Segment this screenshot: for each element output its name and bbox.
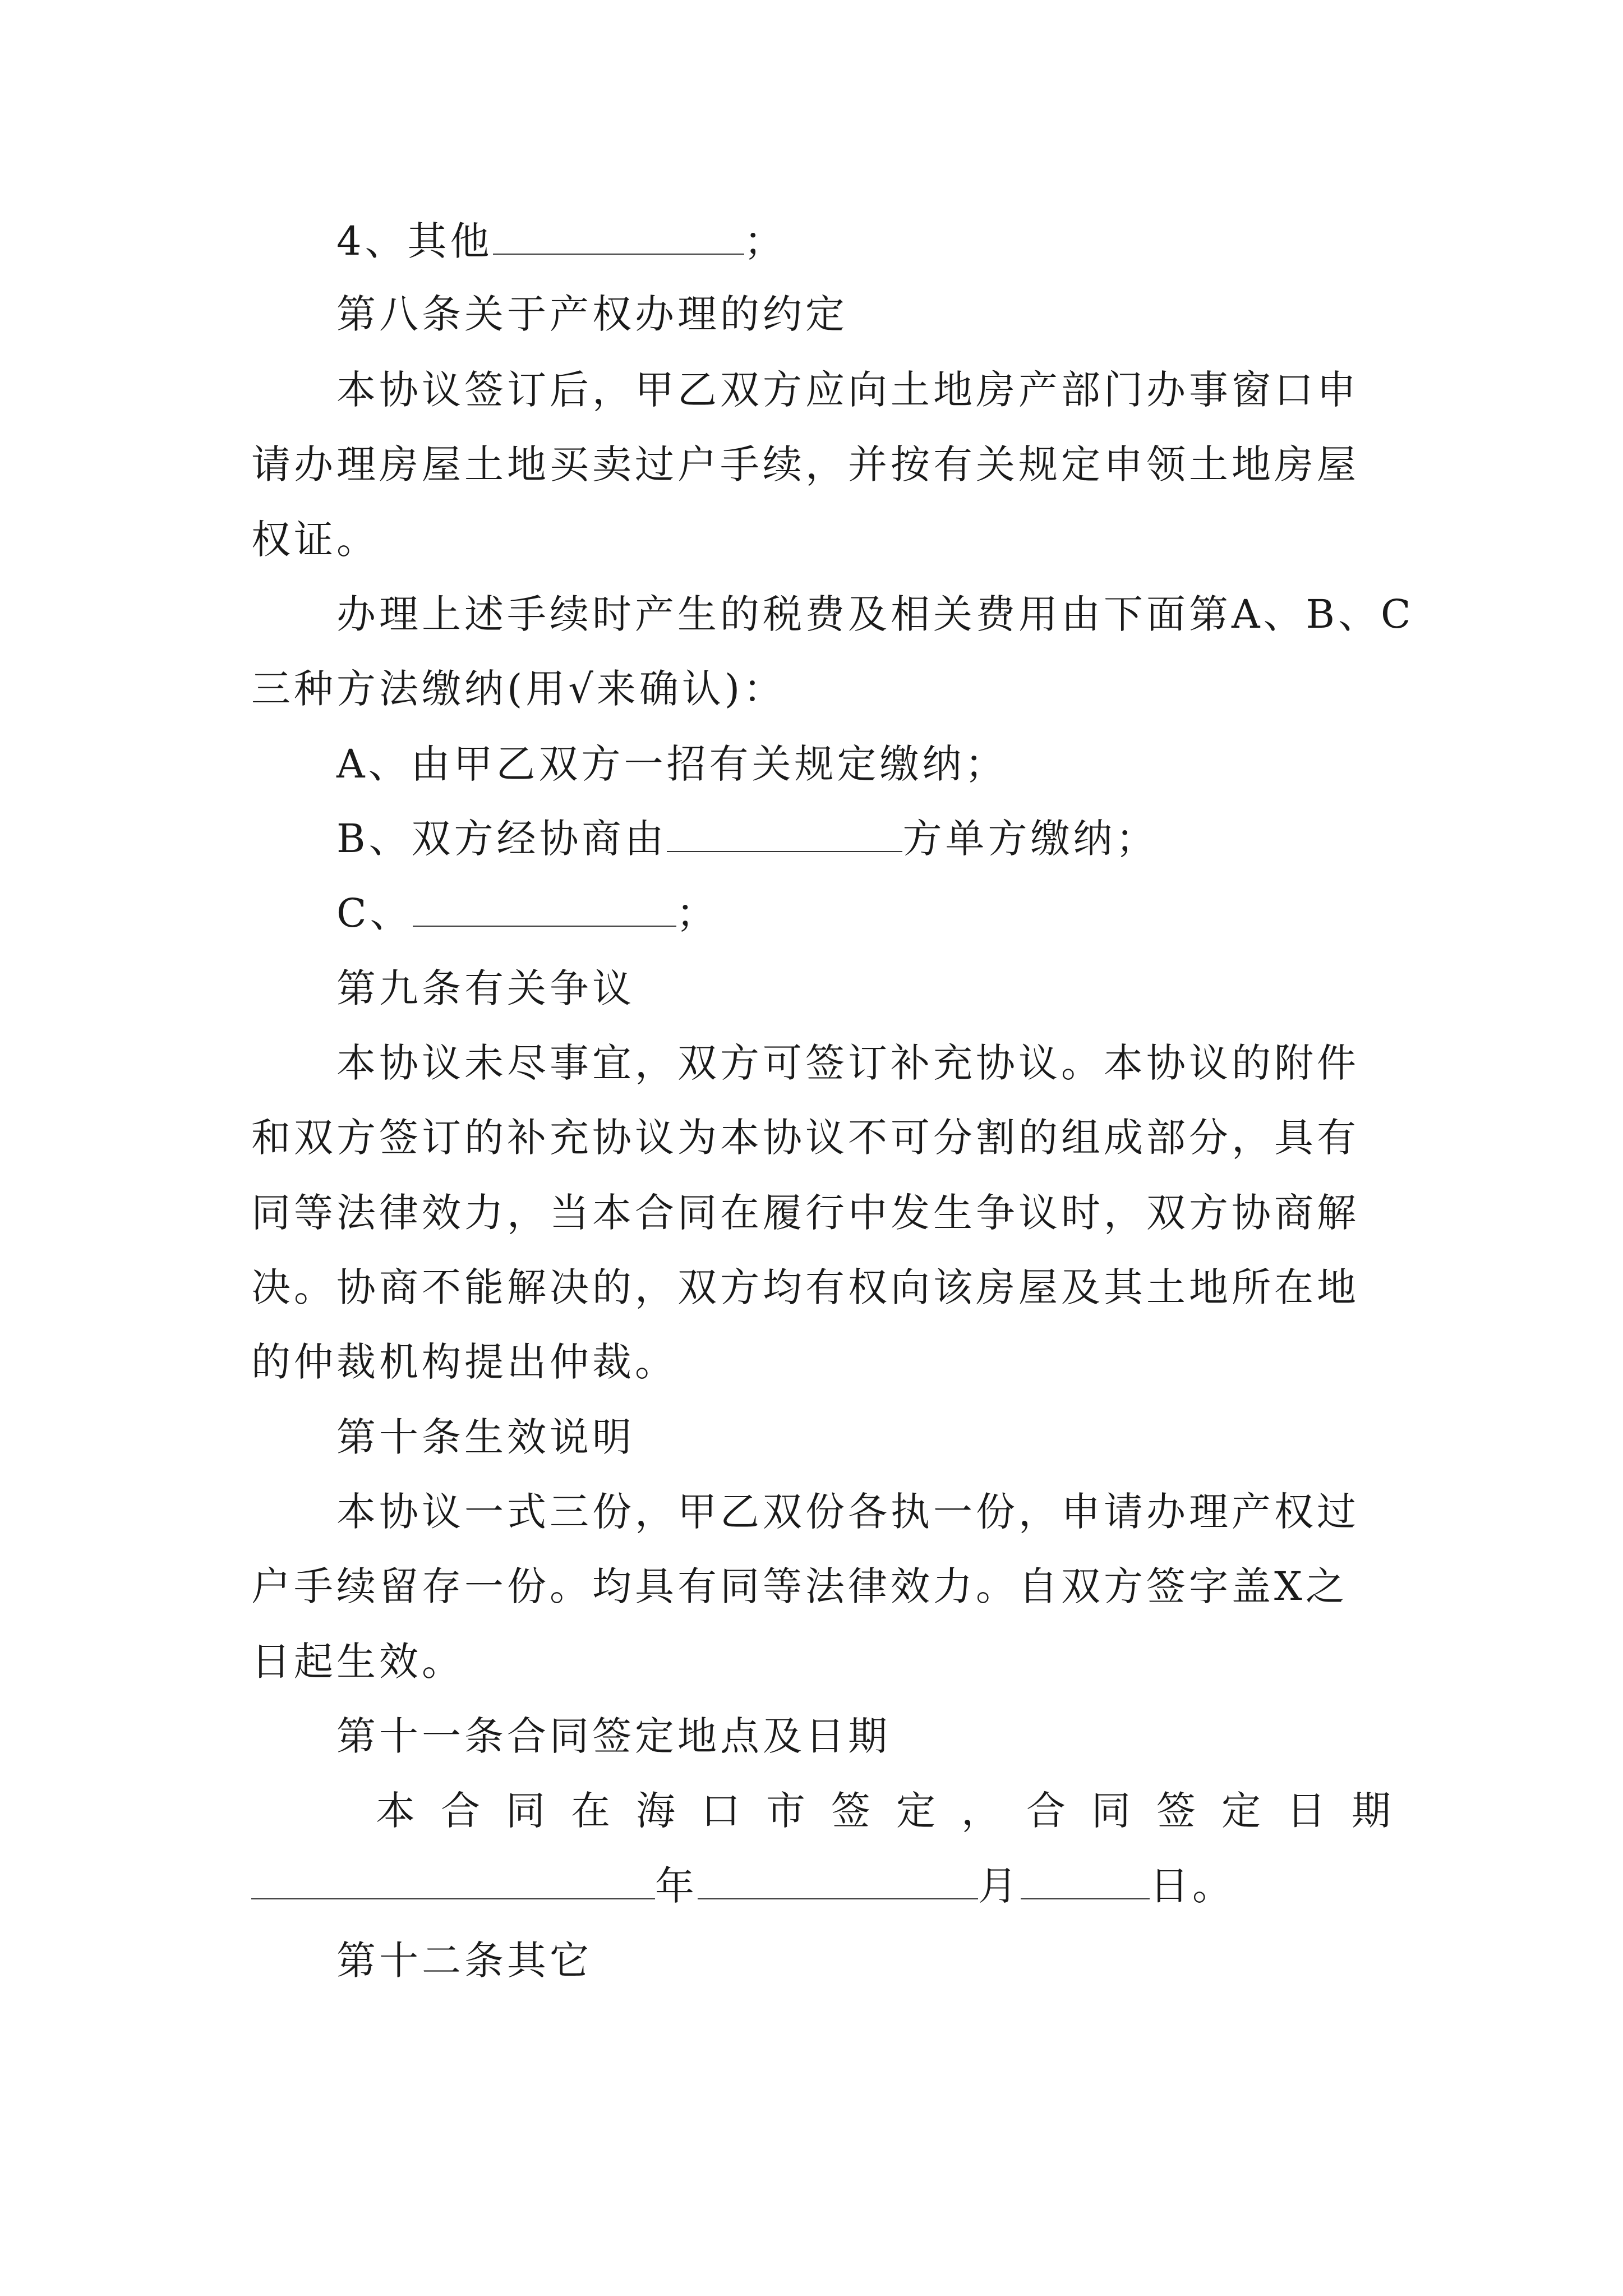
day-blank bbox=[1021, 1864, 1150, 1899]
paragraph-line: 本协议未尽事宜，双方可签订补充协议。本协议的附件 bbox=[336, 1040, 1359, 1086]
option-b-tail: 方单方缴纳； bbox=[902, 816, 1159, 862]
punctuation: ； bbox=[676, 890, 719, 936]
paragraph-line: 本协议签订后，甲乙双方应向土地房产部门办事窗口申 bbox=[336, 367, 1359, 413]
day-label: 日。 bbox=[1150, 1863, 1235, 1909]
option-a: A、由甲乙双方一招有关规定缴纳； bbox=[336, 741, 1008, 787]
article-9-heading: 第九条有关争议 bbox=[336, 965, 635, 1011]
paragraph-line: 请办理房屋土地买卖过户手续，并按有关规定申领土地房屋 bbox=[251, 441, 1359, 487]
paragraph-line: 权证。 bbox=[251, 517, 379, 563]
option-c-label: C、 bbox=[336, 890, 413, 936]
paragraph-line: 本合同在海口市签定，合同签定日期 bbox=[376, 1788, 1417, 1834]
year-blank bbox=[251, 1864, 655, 1899]
punctuation: ； bbox=[744, 218, 787, 264]
year-label: 年 bbox=[655, 1863, 698, 1909]
article-8-heading: 第八条关于产权办理的约定 bbox=[336, 291, 848, 337]
article-11-heading: 第十一条合同签定地点及日期 bbox=[336, 1713, 891, 1759]
article-12-heading: 第十二条其它 bbox=[336, 1938, 592, 1984]
blank-field bbox=[667, 816, 902, 852]
blank-field bbox=[413, 891, 676, 927]
paragraph-line: 三种方法缴纳(用√来确认)： bbox=[251, 666, 786, 712]
item-other-line bbox=[336, 213, 1391, 269]
blank-field bbox=[493, 219, 744, 255]
month-label: 月 bbox=[978, 1863, 1021, 1909]
paragraph-line: 户手续留存一份。均具有同等法律效力。自双方签字盖X之 bbox=[251, 1563, 1348, 1609]
date-line bbox=[251, 1858, 1390, 1914]
paragraph-line: 决。协商不能解决的，双方均有权向该房屋及其土地所在地 bbox=[251, 1264, 1359, 1310]
option-c bbox=[336, 885, 1391, 941]
item-other-label: 4、其他 bbox=[336, 218, 493, 264]
option-b-label: B、双方经协商由 bbox=[336, 816, 667, 862]
month-blank bbox=[698, 1864, 978, 1899]
paragraph-line: 同等法律效力，当本合同在履行中发生争议时，双方协商解 bbox=[251, 1190, 1359, 1236]
paragraph-line: 的仲裁机构提出仲裁。 bbox=[251, 1339, 677, 1385]
paragraph-line: 日起生效。 bbox=[251, 1639, 464, 1685]
paragraph-line: 办理上述手续时产生的税费及相关费用由下面第A、B、C bbox=[336, 591, 1414, 637]
option-b bbox=[336, 811, 1391, 867]
article-10-heading: 第十条生效说明 bbox=[336, 1414, 635, 1460]
paragraph-line: 和双方签订的补充协议为本协议不可分割的组成部分，具有 bbox=[251, 1115, 1359, 1161]
paragraph-line: 本协议一式三份，甲乙双份各执一份，申请办理产权过 bbox=[336, 1489, 1359, 1535]
